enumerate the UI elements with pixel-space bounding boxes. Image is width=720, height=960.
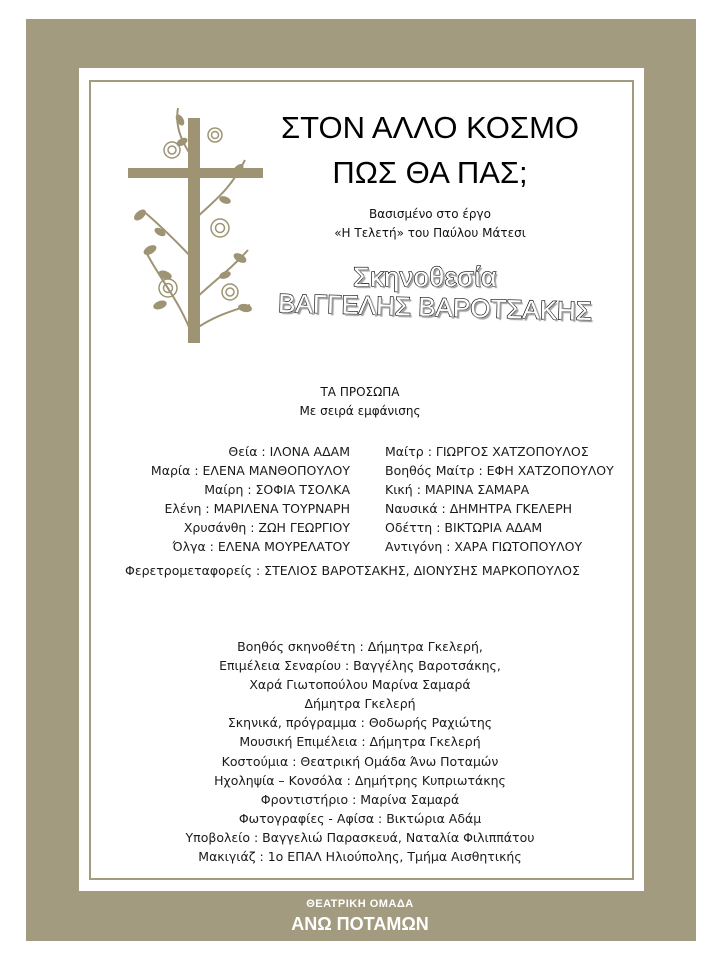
credit-entry: Επιμέλεια Σεναρίου : Βαγγέλης Βαροτσάκης, bbox=[219, 658, 501, 674]
cast-entry: Μαρία : ΕΛΕΝΑ ΜΑΝΘΟΠΟΥΛΟΥ bbox=[150, 463, 350, 478]
subtitle-line-1: Βασισμένο στο έργο bbox=[369, 207, 491, 221]
troupe-label: ΘΕΑΤΡΙΚΗ ΟΜΑΔΑ bbox=[306, 898, 414, 910]
credit-entry: Μακιγιάζ : 1ο ΕΠΑΛ Ηλιούπολης, Τμήμα Αισθητικής bbox=[198, 849, 522, 865]
subtitle-line-2: «Η Τελετή» του Παύλου Μάτεσι bbox=[334, 226, 526, 240]
title-line-1: ΣΤΟΝ ΑΛΛΟ ΚΟΣΜΟ bbox=[280, 110, 580, 145]
credit-entry: Κοστούμια : Θεατρική Ομάδα Άνω Ποταμών bbox=[221, 753, 499, 769]
cast-entry: Θεία : ΙΛΟΝΑ ΑΔΑΜ bbox=[228, 444, 350, 459]
cast-entry: Αντιγόνη : ΧΑΡΑ ΓΙΩΤΟΠΟΥΛΟΥ bbox=[385, 539, 583, 554]
title-line-2: ΠΩΣ ΘΑ ΠΑΣ; bbox=[332, 155, 528, 190]
credit-entry: Χαρά Γιωτοπούλου Μαρίνα Σαμαρά bbox=[249, 677, 471, 693]
cast-entry: Ναυσικά : ΔΗΜΗΤΡΑ ΓΚΕΛΕΡΗ bbox=[385, 501, 573, 516]
credit-entry: Σκηνικά, πρόγραμμα : Θοδωρής Ραχιώτης bbox=[227, 715, 493, 731]
cast-entry: Όλγα : ΕΛΕΝΑ ΜΟΥΡΕΛΑΤΟΥ bbox=[172, 539, 350, 554]
cast-heading: ΤΑ ΠΡΟΣΩΠΑ bbox=[320, 385, 400, 399]
credit-entry: Ηχοληψία – Κονσόλα : Δημήτρης Κυπριωτάκης bbox=[214, 772, 506, 788]
credit-entry: Δήμητρα Γκελερή bbox=[304, 696, 416, 712]
credit-entry: Υποβολείο : Βαγγελιώ Παρασκευά, Ναταλία Φιλιππάτου bbox=[185, 829, 535, 845]
cast-list-right bbox=[385, 442, 614, 556]
director-label: Σκηνοθεσία bbox=[352, 262, 498, 292]
cast-entry: Ελένη : ΜΑΡΙΛΕΝΑ ΤΟΥΡΝΑΡΗ bbox=[164, 501, 350, 516]
cast-entry: Μαίρη : ΣΟΦΙΑ ΤΣΟΛΚΑ bbox=[204, 482, 350, 497]
credit-entry: Φροντιστήριο : Μαρίνα Σαμαρά bbox=[260, 791, 460, 807]
credit-entry: Φωτογραφίες - Αφίσα : Βικτώρια Αδάμ bbox=[238, 810, 482, 826]
cast-entry: Βοηθός Μαίτρ : ΕΦΗ ΧΑΤΖΟΠΟΥΛΟΥ bbox=[385, 463, 614, 478]
troupe-name: ΑΝΩ ΠΟΤΑΜΩΝ bbox=[291, 914, 429, 934]
cast-entry: Οδέττη : ΒΙΚΤΩΡΙΑ ΑΔΑΜ bbox=[385, 520, 543, 535]
cast-subheading: Με σειρά εμφάνισης bbox=[299, 404, 421, 418]
credits-list bbox=[160, 637, 560, 866]
director-name: ΒΑΓΓΕΛΗΣ ΒΑΡΟΤΣΑΚΗΣ bbox=[277, 287, 593, 327]
cast-entry: Μαίτρ : ΓΙΩΡΓΟΣ ΧΑΤΖΟΠΟΥΛΟΣ bbox=[385, 444, 589, 459]
credit-entry: Μουσική Επιμέλεια : Δήμητρα Γκελερή bbox=[239, 734, 481, 750]
pallbearers-line: Φερετρομεταφορείς : ΣΤΕΛΙΟΣ ΒΑΡΟΤΣΑΚΗΣ, ΔΙΟΝΥΣΗΣ ΜΑΡΚΟΠΟΥΛΟΣ bbox=[125, 563, 580, 578]
cast-list-left bbox=[151, 442, 350, 556]
cast-entry: Κική : ΜΑΡΙΝΑ ΣΑΜΑΡΑ bbox=[385, 482, 530, 497]
cast-entry: Χρυσάνθη : ΖΩΗ ΓΕΩΡΓΙΟΥ bbox=[183, 520, 350, 535]
credit-entry: Βοηθός σκηνοθέτη : Δήμητρα Γκελερή, bbox=[237, 639, 483, 654]
cross-with-flowers-icon bbox=[120, 100, 270, 350]
